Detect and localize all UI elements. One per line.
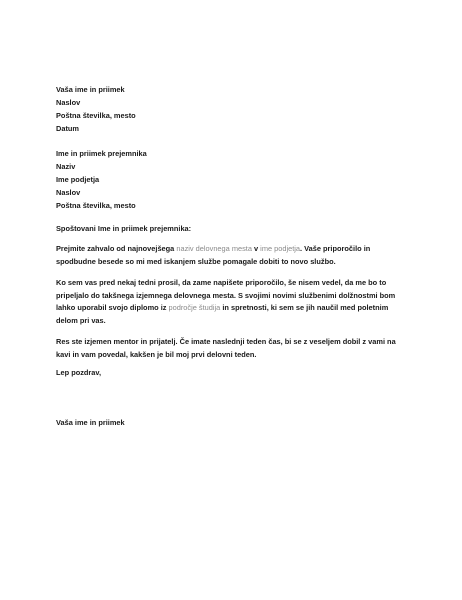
closing-text: Lep pozdrav,	[56, 368, 102, 377]
salutation	[56, 222, 406, 235]
paragraph-2	[56, 277, 406, 327]
paragraph-2-text-b: in spretnosti, ki sem se jih naučil med poletnim delom pri vas.	[56, 303, 389, 325]
sender-city: Poštna številka, mesto	[56, 111, 136, 120]
paragraph-1-text-a: Prejmite zahvalo od najnovejšega	[56, 244, 177, 253]
sender-address: Naslov	[56, 98, 81, 107]
recipient-company: Ime podjetja	[56, 175, 100, 184]
closing	[56, 366, 406, 379]
recipient-address: Naslov	[56, 188, 81, 197]
placeholder-field-of-study: področje študija	[168, 303, 221, 313]
signature-name: Vaša ime in priimek	[56, 418, 125, 427]
placeholder-job-title: naziv delovnega mesta	[176, 244, 252, 253]
recipient-block	[56, 147, 406, 212]
sender-block	[56, 83, 406, 135]
placeholder-company-name: ime podjetja	[260, 244, 301, 253]
paragraph-3	[56, 336, 406, 361]
paragraph-1	[56, 243, 406, 268]
recipient-city: Poštna številka, mesto	[56, 201, 136, 210]
recipient-name: Ime in priimek prejemnika	[56, 149, 147, 158]
paragraph-2-text-a: Ko sem vas pred nekaj tedni prosil, da zame napišete priporočilo, še nisem vedel, da me bo to pripeljalo do takšnega izjemnega delovnega mesta. S svojimi novimi službenimi dolžnostmi bom lahko uporabil svojo diplomo iz	[56, 278, 396, 313]
sender-name: Vaša ime in priimek	[56, 85, 125, 94]
letter-date: Datum	[56, 124, 79, 133]
salutation-text: Spoštovani Ime in priimek prejemnika:	[56, 224, 192, 233]
paragraph-3-text: Res ste izjemen mentor in prijatelj. Če imate naslednji teden čas, bi se z veseljem dobil z vami na kavi in vam povedal, kakšen je bil moj prvi delovni teden.	[56, 337, 396, 359]
paragraph-1-text-c: . Vaše priporočilo in spodbudne besede so mi med iskanjem službe pomagale dobiti to novo službo.	[56, 244, 371, 266]
paragraph-1-text-b: v	[251, 244, 261, 253]
recipient-title: Naziv	[56, 162, 76, 171]
signature	[56, 416, 406, 429]
